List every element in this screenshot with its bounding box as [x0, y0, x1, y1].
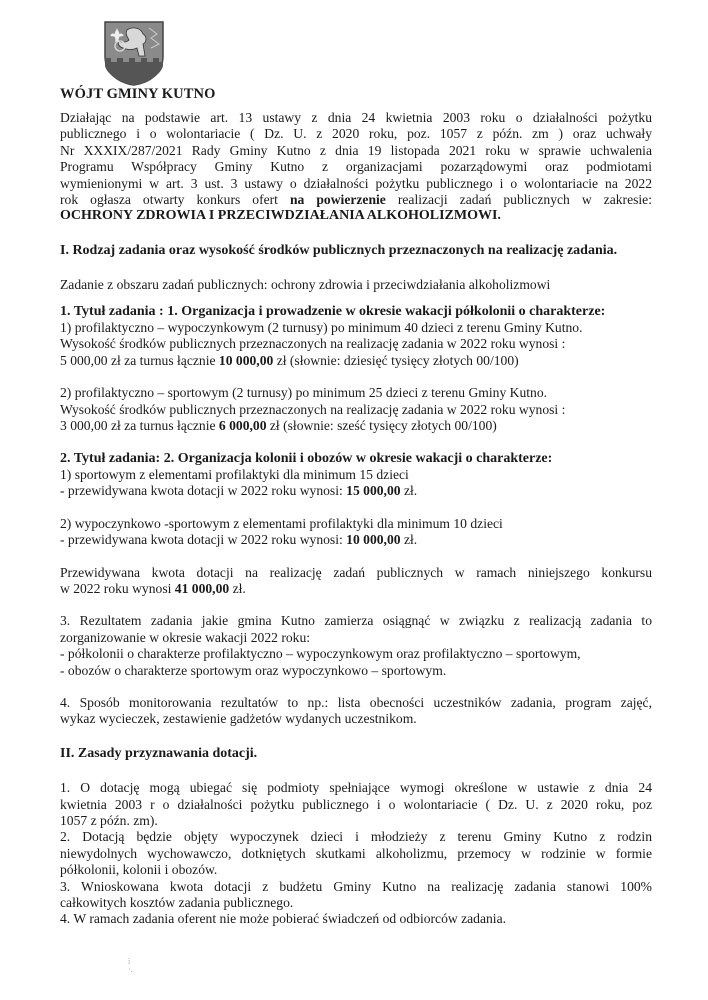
text: w 2022 roku wynosi — [60, 580, 175, 596]
task-1-item-2-line: Wysokość środków publicznych przeznaczonych na realizację zadania w 2022 roku wynosi : — [60, 401, 566, 417]
point-3-line: 3. Rezultatem zadania jakie gmina Kutno zamierza osiągnąć w związku z realizacją zadania to — [60, 613, 652, 629]
org-title: WÓJT GMINY KUTNO — [60, 86, 216, 102]
task-2-item-1-line: 1) sportowym z elementami profilaktyki dla minimum 15 dzieci — [60, 466, 409, 482]
task-1-item-2-line: 2) profilaktyczno – sportowym (2 turnusy) po minimum 25 dzieci z terenu Gminy Kutno. — [60, 385, 548, 401]
text: zł. — [229, 580, 246, 596]
amount: 41 000,00 — [174, 580, 230, 596]
text: 5 000,00 zł za turnus łącznie — [60, 352, 219, 368]
document-body — [60, 110, 652, 928]
point-4-line: 4. Sposób monitorowania rezultatów to np.: lista obecności uczestników zadania, program zajęć, — [60, 694, 652, 710]
section-1-heading: I. Rodzaj zadania oraz wysokość środków publicznych przeznaczonych na realizację zadania. — [60, 242, 618, 258]
intro-paragraph — [60, 110, 652, 225]
point-3-line: zorganizowanie w okresie wakacji 2022 roku: — [60, 629, 311, 645]
point-3-bullet: - półkolonii o charakterze profilaktyczno – wypoczynkowym oraz profilaktyczno – sportowym, — [60, 646, 581, 662]
text: zł. — [400, 532, 418, 548]
task-1-item-1-line: Wysokość środków publicznych przeznaczonych na realizację zadania w 2022 roku wynosi : — [60, 336, 566, 352]
text: realizacji zadań publicznych w zakresie: — [385, 192, 652, 208]
rule-2-line: niewydolnych wychowawczo, dotkniętych skutkami alkoholizmu, przemocy w rodzinie w formie — [60, 845, 652, 861]
amount: 10 000,00 — [346, 532, 401, 548]
rule-4-line: 4. W ramach zadania oferent nie może pobierać świadczeń od odbiorców zadania. — [60, 911, 506, 927]
section-2-heading: II. Zasady przyznawania dotacji. — [60, 745, 258, 761]
task-area-text: Zadanie z obszaru zadań publicznych: ochrony zdrowia i przeciwdziałania alkoholizmowi — [60, 277, 551, 293]
point-3-bullet: - obozów o charakterze sportowym oraz wypoczynkowo – sportowym. — [60, 662, 447, 678]
total-line: Przewidywana kwota dotacji na realizację zadań publicznych w ramach niniejszego konkursu — [60, 564, 652, 580]
text: zł (słownie: dziesięć tysięcy złotych 00/100) — [273, 352, 519, 368]
intro-line: Nr XXXIX/287/2021 Rady Gminy Kutno z dnia 19 listopada 2021 roku w sprawie uchwalenia — [60, 142, 652, 158]
task-2-item-2-line: 2) wypoczynkowo -sportowym z elementami profilaktyki dla minimum 10 dzieci — [60, 515, 503, 531]
rule-1-line: 1057 z późn. zm). — [60, 813, 158, 828]
amount: 10 000,00 — [218, 352, 274, 368]
coat-of-arms-icon — [103, 20, 165, 86]
text: rok ogłasza otwarty konkurs ofert — [60, 192, 290, 208]
amount: 6 000,00 — [218, 418, 267, 434]
text: 3 000,00 zł za turnus łącznie — [60, 418, 219, 434]
intro-line: Działając na podstawie art. 13 ustawy z dnia 24 kwietnia 2003 roku o działalności pożytku — [60, 110, 652, 125]
rule-2-line: półkolonii, kolonii i obozów. — [60, 862, 218, 878]
intro-line: publicznego i o wolontariacie ( Dz. U. z 2020 roku, poz. 1057 z późn. zm ) oraz uchwały — [60, 126, 652, 142]
task-2-item-2-amount — [60, 532, 652, 548]
emphasis: na powierzenie — [289, 192, 386, 208]
task-1-item-1-amount — [60, 353, 652, 369]
point-4-line: wykaz wycieczek, zestawienie gadżetów wydanych uczestnikom. — [60, 711, 417, 727]
task-1-title: 1. Tytuł zadania : 1. Organizacja i prowadzenie w okresie wakacji półkolonii o charakterze: — [60, 303, 606, 319]
task-1-item-2-amount — [60, 418, 652, 434]
rule-3-line: 3. Wnioskowana kwota dotacji z budżetu Gminy Kutno na realizację zadania stanowi 100% — [60, 878, 652, 894]
text: - przewidywana kwota dotacji w 2022 roku wynosi: — [60, 483, 347, 499]
intro-line — [60, 192, 652, 208]
task-2-title: 2. Tytuł zadania: 2. Organizacja kolonii i obozów w okresie wakacji o charakterze: — [60, 450, 553, 466]
text: zł. — [400, 483, 418, 499]
total-amount — [60, 581, 652, 597]
rule-2-line: 2. Dotacją będzie objęty wypoczynek dzieci i młodzieży z terenu Gminy Kutno z rodzin — [60, 829, 652, 845]
rule-1-line: 1. O dotację mogą ubiegać się podmioty spełniające wymogi określone w ustawie z dnia 24 — [60, 780, 652, 796]
text: - przewidywana kwota dotacji w 2022 roku wynosi: — [60, 532, 347, 548]
amount: 15 000,00 — [346, 483, 401, 499]
intro-line: wymienionymi w art. 3 ust. 3 ustawy o działalności pożytku publicznego i o wolontariacie na 2022 — [60, 175, 652, 191]
text: zł (słownie: sześć tysięcy złotych 00/100) — [266, 418, 497, 434]
rule-1-line: kwietnia 2003 r o działalności pożytku publicznego i o wolontariacie ( Dz. U. z 2020 roku, poz — [60, 796, 652, 812]
rule-3-line: całkowitych kosztów zadania publicznego. — [60, 895, 294, 911]
intro-line: Programu Współpracy Gminy Kutno z organizacjami pozarządowymi oraz podmiotami — [60, 159, 652, 175]
scan-artifact: ⁞ ·. — [128, 957, 133, 974]
task-1-item-1-line: 1) profilaktyczno – wypoczynkowym (2 turnusy) po minimum 40 dzieci z terenu Gminy Kutno. — [60, 320, 583, 336]
scope-title: OCHRONY ZDROWIA I PRZECIWDZIAŁANIA ALKOHOLIZMOWI. — [60, 208, 501, 224]
task-2-item-1-amount — [60, 483, 652, 499]
